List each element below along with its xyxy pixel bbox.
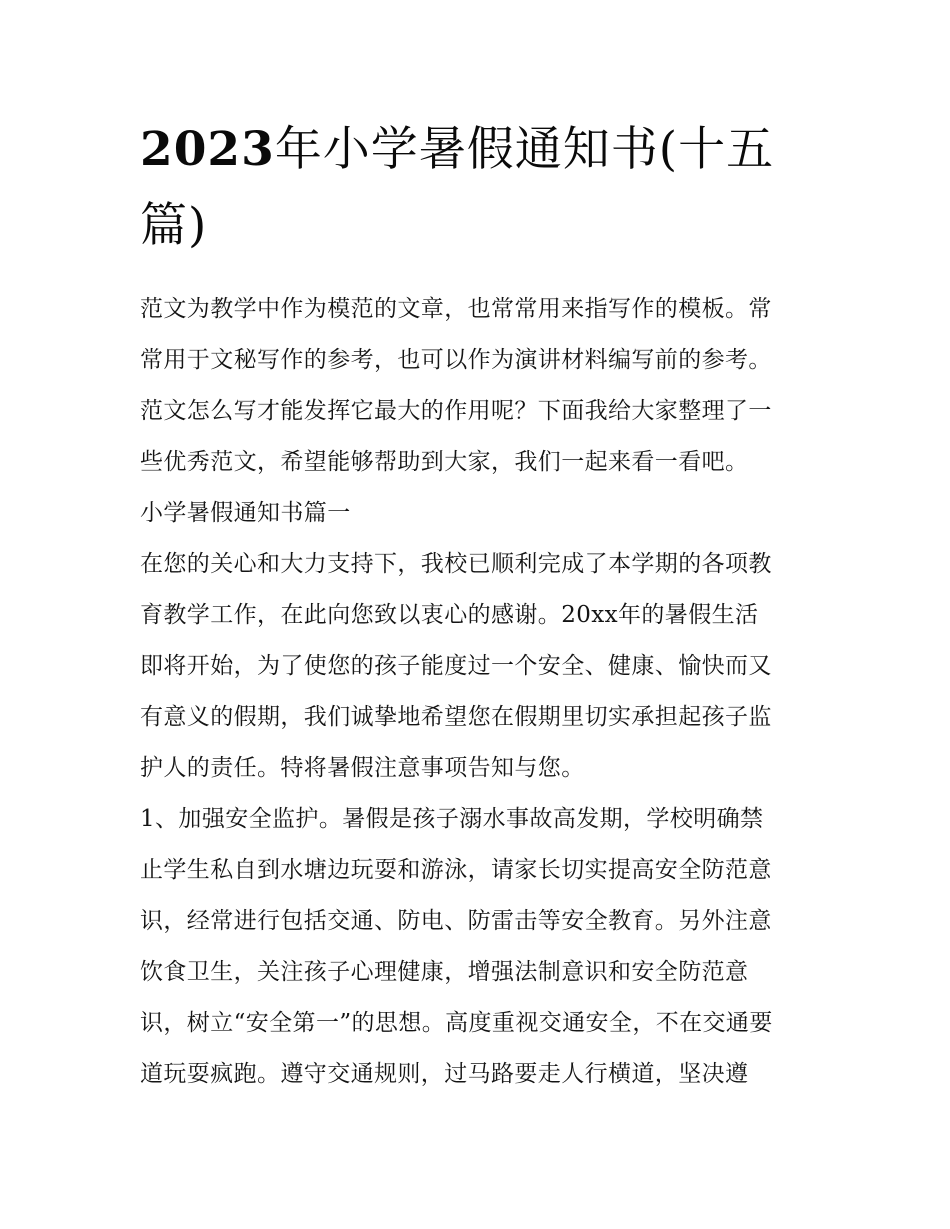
text-line: 育教学工作，在此向您致以衷心的感谢。20xx年的暑假生活 [140, 602, 759, 628]
safety-paragraph [140, 794, 820, 1100]
text-line: 止学生私自到水塘边玩耍和游泳，请家长切实提高安全防范意 [140, 857, 772, 883]
text-line: 1、加强安全监护。暑假是孩子溺水事故高发期，学校明确禁 [140, 806, 764, 832]
document-page [140, 112, 820, 1100]
title-line-1 [140, 112, 820, 188]
text-line: 即将开始，为了使您的孩子能度过一个安全、健康、愉快而又 [140, 653, 772, 679]
text-line: 识，树立“安全第一”的思想。高度重视交通安全，不在交通要 [140, 1010, 773, 1036]
text-line: 饮食卫生，关注孩子心理健康，增强法制意识和安全防范意 [140, 959, 749, 985]
text-line: 小学暑假通知书篇一 [140, 500, 351, 526]
title-line-2: 篇) [140, 198, 208, 253]
text-line: 些优秀范文，希望能够帮助到大家，我们一起来看一看吧。 [140, 449, 749, 475]
text-line: 护人的责任。特将暑假注意事项告知与您。 [140, 755, 585, 781]
title-text: 年小学暑假通知书(十五 [274, 122, 775, 177]
text-line: 有意义的假期，我们诚挚地希望您在假期里切实承担起孩子监 [140, 704, 772, 730]
text-line: 范文怎么写才能发挥它最大的作用呢？下面我给大家整理了一 [140, 398, 772, 424]
text-line: 范文为教学中作为模范的文章，也常常用来指写作的模板。常 [140, 296, 772, 322]
document-title [140, 112, 820, 264]
text-line: 常用于文秘写作的参考，也可以作为演讲材料编写前的参考。 [140, 347, 772, 373]
section-heading [140, 488, 820, 539]
text-line: 在您的关心和大力支持下，我校已顺利完成了本学期的各项教 [140, 551, 772, 577]
intro-paragraph [140, 284, 820, 488]
text-line: 识，经常进行包括交通、防电、防雷击等安全教育。另外注意 [140, 908, 772, 934]
document-body [140, 284, 820, 1100]
letter-paragraph [140, 539, 820, 794]
title-year: 2023 [140, 122, 275, 177]
text-line: 道玩耍疯跑。遵守交通规则，过马路要走人行横道，坚决遵 [140, 1061, 749, 1087]
